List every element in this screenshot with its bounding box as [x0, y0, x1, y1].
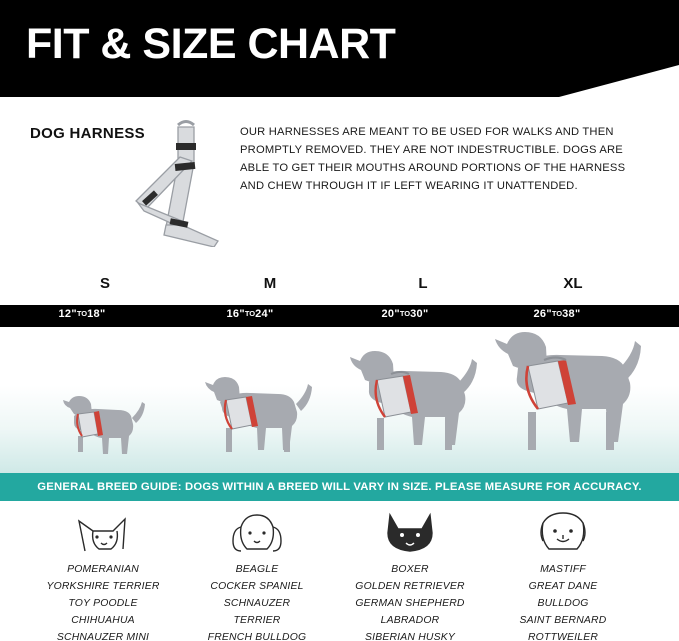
- breed-item: GREAT DANE: [528, 581, 598, 592]
- breed-item: SAINT BERNARD: [519, 615, 607, 626]
- measure-to-s: TO: [76, 309, 88, 318]
- measure-max-s: 18": [87, 308, 106, 320]
- beagle-head-icon: [172, 507, 342, 555]
- breed-column-xlarge: [478, 507, 648, 641]
- breed-column-large: [325, 507, 495, 641]
- boxer-head-icon: [325, 507, 495, 555]
- chihuahua-head-icon: [18, 507, 188, 555]
- size-label-l: L: [418, 275, 428, 292]
- breed-item: GOLDEN RETRIEVER: [355, 581, 465, 592]
- page-header: [0, 0, 679, 97]
- product-type-heading: DOG HARNESS: [30, 125, 145, 142]
- dog-harness-illustration: [120, 117, 230, 247]
- measure-min-l: 20": [381, 308, 400, 320]
- measurement-range-bar: [0, 305, 679, 327]
- mastiff-head-icon: [478, 507, 648, 555]
- breed-item: TERRIER: [233, 615, 281, 626]
- size-label-row: [0, 275, 679, 305]
- breed-item: FRENCH BULLDOG: [207, 632, 307, 641]
- measure-to-l: TO: [399, 309, 411, 318]
- breed-column-small: [18, 507, 188, 641]
- measure-min-m: 16": [226, 308, 245, 320]
- breed-guide-banner: [0, 473, 679, 501]
- measure-max-m: 24": [255, 308, 274, 320]
- size-label-xl: XL: [563, 275, 583, 292]
- breed-item: SCHNAUZER MINI: [56, 632, 150, 641]
- small-dog-silhouette: [18, 388, 188, 463]
- breed-item: LABRADOR: [380, 615, 440, 626]
- breed-item: POMERANIAN: [67, 564, 139, 575]
- breed-column-medium: [172, 507, 342, 641]
- breed-item: BOXER: [391, 564, 429, 575]
- breed-guide-section: [0, 501, 679, 641]
- breed-item: SIBERIAN HUSKY: [365, 632, 455, 641]
- breed-guide-banner-text: GENERAL BREED GUIDE: DOGS WITHIN A BREED WILL VARY IN SIZE. PLEASE MEASURE FOR ACCURACY.: [37, 481, 642, 493]
- xlarge-dog-silhouette: [478, 330, 648, 463]
- measure-range-l: [320, 308, 490, 320]
- intro-section: [0, 97, 679, 275]
- large-dog-silhouette: [325, 348, 495, 463]
- measure-max-xl: 38": [562, 308, 581, 320]
- breed-item: YORKSHIRE TERRIER: [46, 581, 160, 592]
- measure-range-xl: [472, 308, 642, 320]
- breed-list-large: [325, 561, 495, 641]
- breed-list-xlarge: [478, 561, 648, 641]
- measure-min-xl: 26": [533, 308, 552, 320]
- breed-item: SCHNAUZER: [223, 598, 291, 609]
- breed-item: COCKER SPANIEL: [210, 581, 304, 592]
- breed-item: MASTIFF: [540, 564, 586, 575]
- page-title: FIT & SIZE CHART: [26, 20, 396, 68]
- measure-range-m: [165, 308, 335, 320]
- measure-range-s: [0, 308, 167, 320]
- breed-item: BULLDOG: [537, 598, 589, 609]
- breed-item: ROTTWEILER: [527, 632, 599, 641]
- intro-body-text: OUR HARNESSES ARE MEANT TO BE USED FOR WALKS AND THEN PROMPTLY REMOVED. THEY ARE NOT INDESTRUCTIBLE. DOGS ARE ABLE TO GET THEIR MOUTHS AROUND PORTIONS OF THE HARNESS AND CHEW THROUGH IT IF LEFT WEARING IT UNATTENDED.: [240, 126, 626, 192]
- header-corner-wedge: [559, 65, 679, 97]
- breed-item: BEAGLE: [235, 564, 279, 575]
- breed-list-medium: [172, 561, 342, 641]
- size-label-s: S: [99, 275, 110, 292]
- dog-silhouette-band: [0, 327, 679, 473]
- measure-min-s: 12": [58, 308, 77, 320]
- breed-item: CHIHUAHUA: [71, 615, 135, 626]
- size-label-m: M: [263, 275, 277, 292]
- breed-item: GERMAN SHEPHERD: [355, 598, 465, 609]
- measure-to-m: TO: [244, 309, 256, 318]
- breed-list-small: [18, 561, 188, 641]
- medium-dog-silhouette: [172, 372, 342, 463]
- breed-item: TOY POODLE: [68, 598, 138, 609]
- measure-to-xl: TO: [551, 309, 563, 318]
- measure-max-l: 30": [410, 308, 429, 320]
